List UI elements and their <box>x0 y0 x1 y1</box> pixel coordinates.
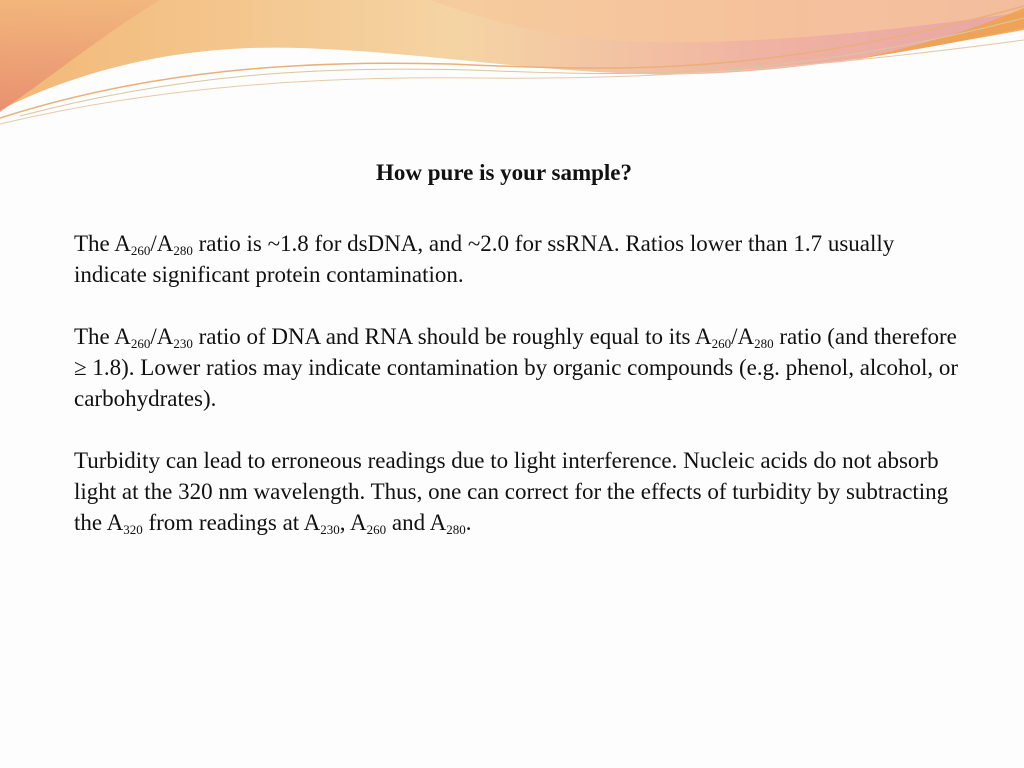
subscript: 260 <box>130 336 151 351</box>
paragraph-a260-a230 <box>74 321 964 414</box>
text-run: ratio of DNA and RNA should be roughly equal to its A <box>192 324 712 349</box>
text-run: . <box>465 510 472 535</box>
text-run: ratio is ~1.8 for dsDNA, and ~2.0 for ssRNA. Ratios lower than 1.7 usually indicate significant protein contamination. <box>74 231 895 287</box>
text-run: The A <box>74 231 131 256</box>
text-run: The A <box>74 324 131 349</box>
subscript: 280 <box>754 336 774 351</box>
text-run: ratio (and therefore ≥ 1.8). Lower ratios may indicate contamination by organic compounds (e.g. phenol, alcohol, or carbohydrates). <box>74 324 959 411</box>
subscript: 280 <box>173 243 193 258</box>
text-run: Turbidity can lead to erroneous readings due to light interference. Nucleic acids do not absorb light at the 320 nm wavelength. Thus, one can correct for the effects of turbidity by subtracting the A <box>74 448 949 535</box>
decorative-header-banner <box>0 0 1024 130</box>
subscript: 230 <box>173 336 193 351</box>
subscript: 320 <box>123 522 143 537</box>
paragraph-turbidity <box>74 445 964 538</box>
subscript: 260 <box>711 336 732 351</box>
subscript: 280 <box>446 522 466 537</box>
text-run: , A <box>339 510 367 535</box>
text-run: and A <box>386 510 447 535</box>
paragraph-a260-a280 <box>74 228 964 290</box>
slide-title: How pure is your sample? <box>375 160 632 185</box>
text-run: from readings at A <box>142 510 321 535</box>
text-run: /A <box>731 324 755 349</box>
subscript: 230 <box>320 522 340 537</box>
text-run: /A <box>150 324 174 349</box>
subscript: 260 <box>130 243 151 258</box>
slide-body <box>74 228 964 538</box>
text-run: /A <box>150 231 174 256</box>
subscript: 260 <box>366 522 387 537</box>
